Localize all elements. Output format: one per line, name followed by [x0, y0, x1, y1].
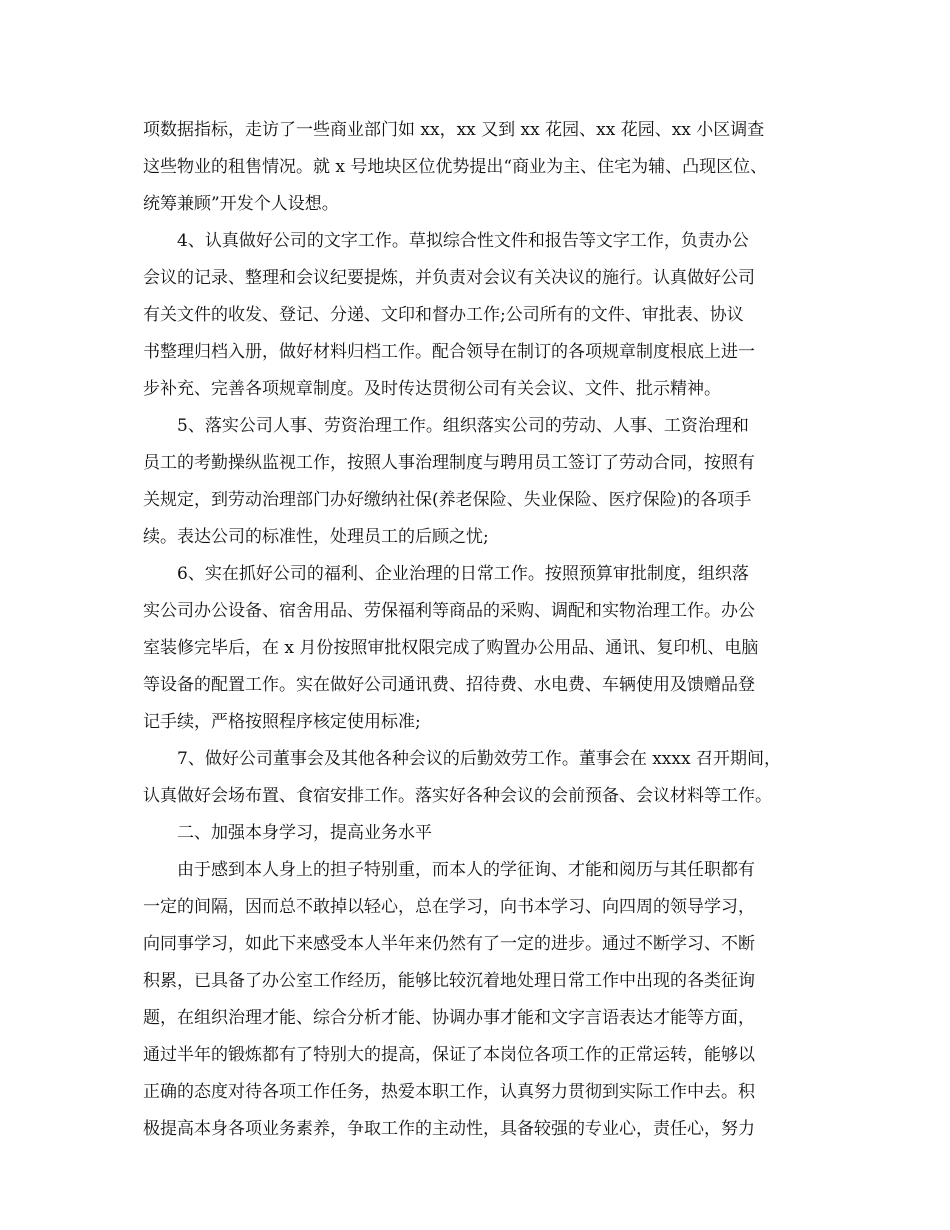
text-line: 这些物业的租售情况。就 x 号地块区位优势提出“商业为主、住宅为辅、凸现区位、 — [143, 157, 768, 177]
text-line: 书整理归档入册，做好材料归档工作。配合领导在制订的各项规章制度根底上进一 — [143, 342, 755, 362]
text-line: 极提高本身各项业务素养，争取工作的主动性，具备较强的专业心，责任心，努力 — [143, 1119, 755, 1139]
text-line: 积累，已具备了办公室工作经历，能够比较沉着地处理日常工作中出现的各类征询 — [143, 971, 755, 991]
text-line: 关规定，到劳动治理部门办好缴纳社保(养老保险、失业保险、医疗保险)的各项手 — [143, 490, 752, 510]
text-line: 室装修完毕后，在 x 月份按照审批权限完成了购置办公用品、通讯、复印机、电脑 — [143, 638, 759, 658]
text-line: 实公司办公设备、宿舍用品、劳保福利等商品的采购、调配和实物治理工作。办公 — [143, 601, 755, 621]
text-line: 通过半年的锻炼都有了特别大的提高，保证了本岗位各项工作的正常运转，能够以 — [143, 1045, 755, 1065]
text-line: 统筹兼顾”开发个人设想。 — [143, 194, 339, 214]
text-line: 7、做好公司董事会及其他各种会议的后勤效劳工作。董事会在 xxxx 召开期间， — [177, 749, 781, 769]
text-line: 会议的记录、整理和会议纪要提炼，并负责对会议有关决议的施行。认真做好公司 — [143, 268, 755, 288]
text-line: 6、实在抓好公司的福利、企业治理的日常工作。按照预算审批制度，组织落 — [177, 564, 749, 584]
text-line: 认真做好会场布置、食宿安排工作。落实好各种会议的会前预备、会议材料等工作。 — [143, 786, 772, 806]
document-body — [143, 112, 833, 1148]
text-line: 题，在组织治理才能、综合分析才能、协调办事才能和文字言语表达才能等方面， — [143, 1008, 755, 1028]
text-line: 步补充、完善各项规章制度。及时传达贯彻公司有关会议、文件、批示精神。 — [143, 379, 721, 399]
section-heading: 二、加强本身学习，提高业务水平 — [177, 823, 432, 843]
text-line: 记手续，严格按照程序核定使用标准; — [143, 712, 421, 732]
text-line: 员工的考勤操纵监视工作，按照人事治理制度与聘用员工签订了劳动合同，按照有 — [143, 453, 755, 473]
text-line: 有关文件的收发、登记、分递、文印和督办工作;公司所有的文件、审批表、协议 — [143, 305, 744, 325]
text-line: 由于感到本人身上的担子特别重，而本人的学征询、才能和阅历与其任职都有 — [177, 860, 755, 880]
text-line: 4、认真做好公司的文字工作。草拟综合性文件和报告等文字工作，负责办公 — [177, 231, 749, 251]
text-line: 正确的态度对待各项工作任务，热爱本职工作，认真努力贯彻到实际工作中去。积 — [143, 1082, 755, 1102]
text-line: 等设备的配置工作。实在做好公司通讯费、招待费、水电费、车辆使用及馈赠品登 — [143, 675, 755, 695]
text-line: 5、落实公司人事、劳资治理工作。组织落实公司的劳动、人事、工资治理和 — [177, 416, 749, 436]
text-line: 向同事学习，如此下来感受本人半年来仍然有了一定的进步。通过不断学习、不断 — [143, 934, 755, 954]
text-line: 续。表达公司的标准性，处理员工的后顾之忧; — [143, 527, 489, 547]
text-line: 一定的间隔，因而总不敢掉以轻心，总在学习，向书本学习、向四周的领导学习， — [143, 897, 755, 917]
text-line: 项数据指标，走访了一些商业部门如 xx，xx 又到 xx 花园、xx 花园、xx 小区调查 — [143, 120, 765, 140]
